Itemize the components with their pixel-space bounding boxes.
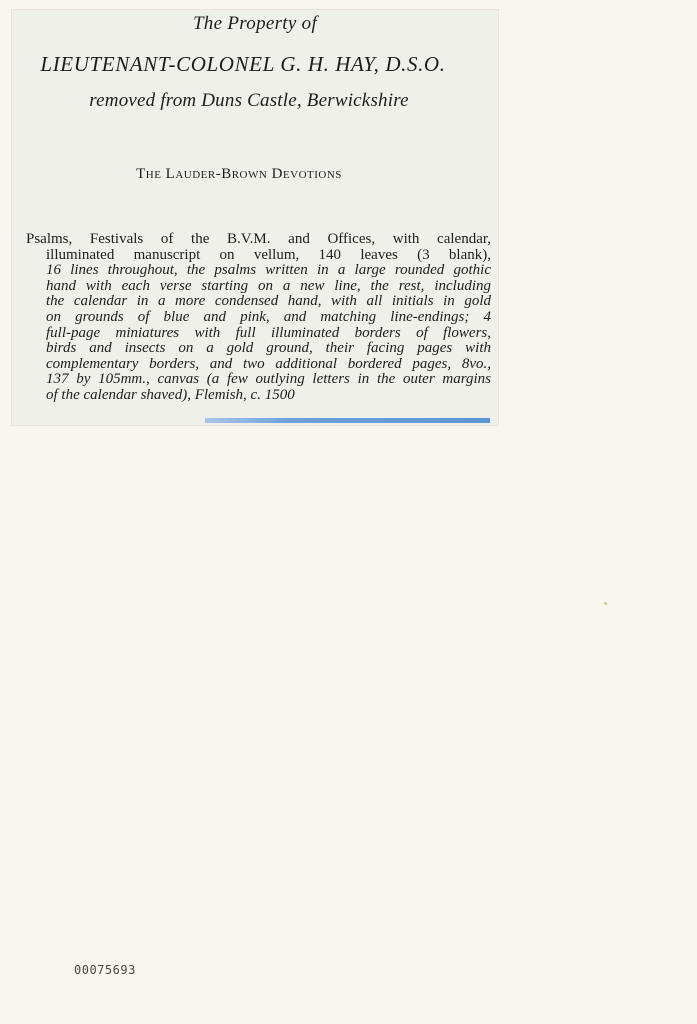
archive-number: 00075693 bbox=[74, 963, 136, 977]
description-line: the calendar in a more condensed hand, with all initials in gold bbox=[46, 293, 491, 310]
owner-line: LIEUTENANT-COLONEL G. H. HAY, D.S.O. bbox=[40, 52, 446, 76]
description-line: of the calendar shaved), Flemish, c. 1500 bbox=[46, 386, 295, 403]
blue-underline-rule bbox=[205, 418, 490, 423]
description-line: on grounds of blue and pink, and matching line-endings; 4 bbox=[46, 308, 491, 325]
lot-description bbox=[26, 232, 491, 404]
description-line: full-page miniatures with full illuminated borders of flowers, bbox=[46, 324, 491, 341]
description-line: complementary borders, and two additional bordered pages, 8vo., bbox=[46, 355, 491, 372]
catalogue-clipping bbox=[12, 10, 498, 425]
description-line: hand with each verse starting on a new line, the rest, including bbox=[46, 277, 491, 294]
lot-title: The Lauder-Brown Devotions bbox=[136, 166, 342, 182]
provenance-line: removed from Duns Castle, Berwickshire bbox=[89, 90, 409, 111]
paper-speck bbox=[604, 602, 607, 605]
description-line: 137 by 105mm., canvas (a few outlying letters in the outer margins bbox=[46, 371, 491, 388]
description-line: birds and insects on a gold ground, their facing pages with bbox=[46, 340, 491, 357]
property-line: The Property of bbox=[192, 13, 318, 34]
description-line: illuminated manuscript on vellum, 140 leaves (3 blank), bbox=[46, 246, 491, 263]
description-line: 16 lines throughout, the psalms written in a large rounded gothic bbox=[46, 262, 491, 279]
description-line: Psalms, Festivals of the B.V.M. and Offices, with calendar, bbox=[26, 231, 491, 247]
